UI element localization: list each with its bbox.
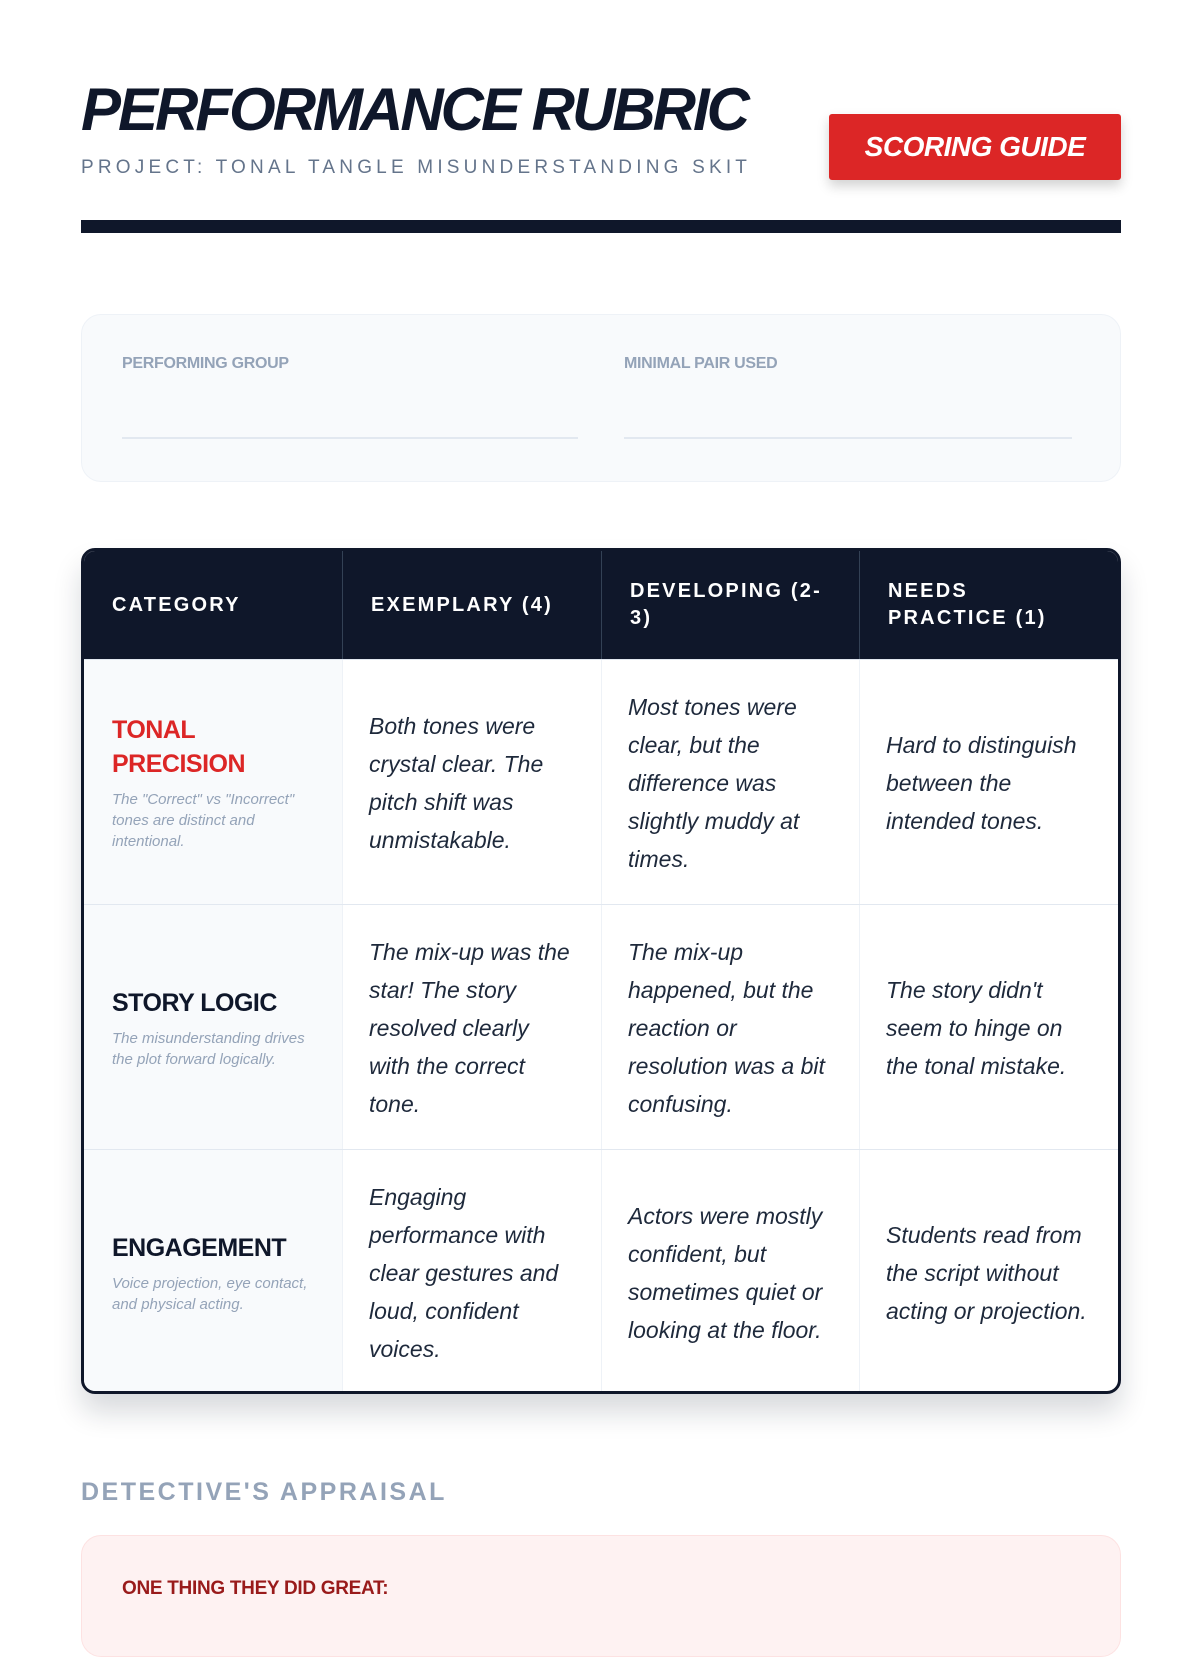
page-title: PERFORMANCE RUBRIC xyxy=(81,76,747,143)
needs-practice-cell: Students read from the script without acting or projection. xyxy=(886,1221,1087,1324)
appraisal-title: DETECTIVE'S APPRAISAL xyxy=(81,1478,447,1506)
header-divider xyxy=(81,220,1121,233)
table-row xyxy=(84,904,1118,1150)
table-row xyxy=(84,1149,1118,1394)
category-cell xyxy=(84,660,343,905)
project-subtitle: PROJECT: TONAL TANGLE MISUNDERSTANDING SKIT xyxy=(81,157,752,178)
performing-group-label: PERFORMING GROUP xyxy=(122,355,289,372)
column-header: NEEDS PRACTICE (1) xyxy=(888,580,1047,629)
exemplary-cell: Engaging performance with clear gestures and loud, confident voices. xyxy=(343,1150,602,1394)
category-title: STORY LOGIC xyxy=(112,988,277,1017)
scoring-guide-button[interactable]: SCORING GUIDE xyxy=(829,114,1121,180)
appraisal-card xyxy=(81,1535,1121,1657)
category-description: The "Correct" vs "Incorrect" tones are distinct and intentional. xyxy=(112,791,295,850)
exemplary-cell: Both tones were crystal clear. The pitch shift was unmistakable. xyxy=(343,660,602,905)
developing-cell: Actors were mostly confident, but sometimes quiet or looking at the floor. xyxy=(602,1150,860,1394)
minimal-pair-field[interactable] xyxy=(624,355,1072,373)
category-title: TONAL PRECISION xyxy=(112,716,246,778)
needs-practice-cell: The story didn't seem to hinge on the tonal mistake. xyxy=(886,976,1067,1079)
category-cell xyxy=(84,905,343,1150)
performing-group-input-line[interactable] xyxy=(122,437,578,439)
minimal-pair-label: MINIMAL PAIR USED xyxy=(624,355,778,372)
category-description: The misunderstanding drives the plot forward logically. xyxy=(112,1029,305,1068)
column-header: EXEMPLARY (4) xyxy=(343,551,602,659)
column-header: CATEGORY xyxy=(84,551,343,659)
did-great-label: ONE THING THEY DID GREAT: xyxy=(122,1578,389,1599)
exemplary-cell: The mix-up was the star! The story resolved clearly with the correct tone. xyxy=(343,905,602,1150)
developing-cell: The mix-up happened, but the reaction or resolution was a bit confusing. xyxy=(602,905,860,1150)
category-description: Voice projection, eye contact, and physical acting. xyxy=(112,1274,308,1313)
needs-practice-cell: Hard to distinguish between the intended tones. xyxy=(886,731,1077,834)
column-header: DEVELOPING (2-3) xyxy=(602,551,860,659)
info-card xyxy=(81,314,1121,482)
header xyxy=(81,75,1121,235)
performing-group-field[interactable] xyxy=(122,355,578,373)
category-title: ENGAGEMENT xyxy=(112,1233,287,1262)
table-row xyxy=(84,659,1118,905)
developing-cell: Most tones were clear, but the difference was slightly muddy at times. xyxy=(602,660,860,905)
category-cell xyxy=(84,1150,343,1394)
rubric-header-row xyxy=(84,551,1118,659)
rubric-table xyxy=(81,548,1121,1394)
minimal-pair-input-line[interactable] xyxy=(624,437,1072,439)
